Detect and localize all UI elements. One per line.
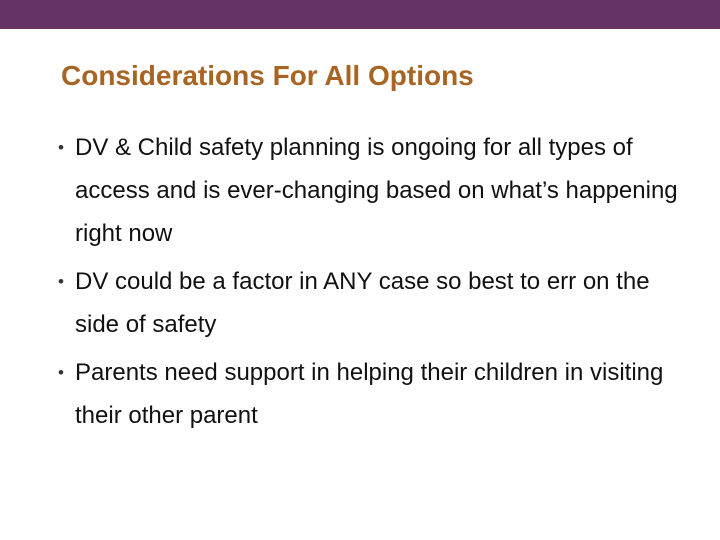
- bullet-list: [58, 126, 698, 442]
- bullet-text: DV could be a factor in ANY case so best to err on the side of safety: [75, 268, 650, 338]
- bullet-item: [58, 126, 698, 255]
- bullet-item: [58, 260, 698, 346]
- top-accent-bar: [0, 0, 720, 29]
- bullet-item: [58, 351, 698, 437]
- slide-title: Considerations For All Options: [61, 60, 474, 91]
- bullet-dot-icon: •: [58, 363, 64, 382]
- bullet-dot-icon: •: [58, 138, 64, 157]
- bullet-text: Parents need support in helping their children in visiting their other parent: [75, 359, 664, 429]
- bullet-text: DV & Child safety planning is ongoing for all types of access and is ever-changing based on what’s happening right now: [75, 134, 678, 247]
- bullet-dot-icon: •: [58, 272, 64, 291]
